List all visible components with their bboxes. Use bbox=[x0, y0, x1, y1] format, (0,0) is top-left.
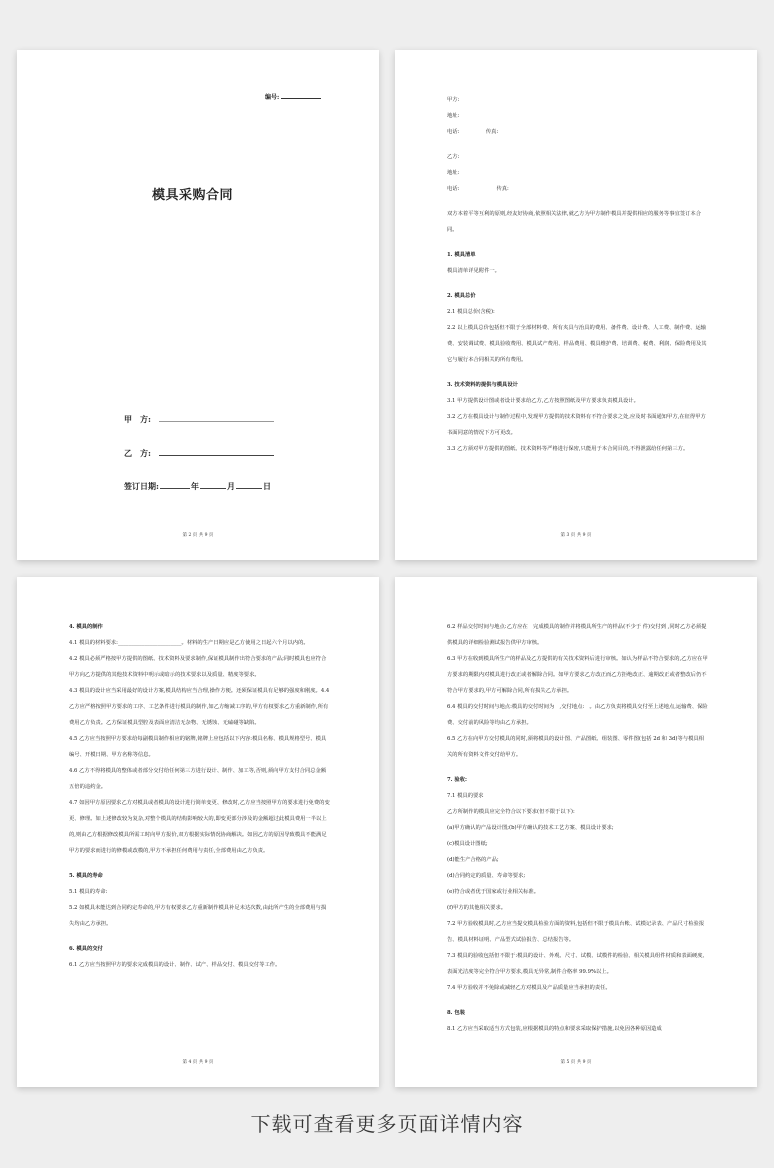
paragraph: 电话: 传真: bbox=[447, 186, 509, 192]
paragraph: (e)符合或者优于国家或行业相关标准。 bbox=[447, 889, 540, 895]
section-heading: 4. 模具的制作 bbox=[69, 624, 103, 630]
paragraph-spacer bbox=[447, 197, 709, 206]
paragraph: 5.1 模具的寿命: bbox=[69, 889, 108, 895]
paragraph: 4.7 如因甲方原因要求乙方对模具或者模具的设计进行简单变更、修改时,乙方应当按照甲方的要求进行免费的变更、修理。如上述修改较为复杂,对整个模具的结构影响较大的,即变更部分涉及的金额超过此模具费用一半以上的,则由乙方根据修改模具所需工时向甲方报价,双方根据实际情况协商解决。如因乙方的原因导致模具不能满足甲方的要求而进行的修模或改模的,甲方不承担任何费用与责任,全部费用由乙方负责。 bbox=[69, 800, 330, 854]
contract-page-3 bbox=[395, 50, 757, 560]
paragraph: 8.1 乙方应当采取适当方式包装,应根据模具的特点和要求采取保护措施,以免因各种原因造成 bbox=[447, 1026, 662, 1032]
section-heading: 7. 验收: bbox=[447, 777, 467, 783]
paragraph: 3.2 乙方在模具设计与制作过程中,发现甲方提供的技术资料有不符合要求之处,应及时书面通知甲方,在征得甲方书面同意的情况下方可更改。 bbox=[447, 414, 706, 436]
paragraph: 4.5 乙方应当按照甲方要求给每副模具制作相应的铭牌,铭牌上应包括以下内容:模具名称、模具规格型号、模具编号、开模日期、甲方名称等信息。 bbox=[69, 736, 327, 758]
sign-date-line bbox=[124, 481, 271, 492]
paragraph: 4.2 模具必须严格按甲方提供的图纸、技术资料及要求制作,保证模具制作出符合要求的产品;同时模具也应符合甲方向乙方提供的其他技术资料中明示或暗示的技术要求以及质量、精度等要求。 bbox=[69, 656, 327, 678]
paragraph: 2.1 模具总价(含税): bbox=[447, 309, 495, 315]
party-b-blank bbox=[159, 455, 274, 456]
section-heading: 1. 模具清单 bbox=[447, 252, 476, 258]
paragraph: 甲方: bbox=[447, 97, 460, 103]
year-blank bbox=[160, 488, 190, 489]
paragraph: 6.2 样品交付时间与地点:乙方应在 完成模具的制作并将模具所生产的样品(不少于 件)交付到 ,同时乙方必须提供模具的详细检验测试报告供甲方审核。 bbox=[447, 624, 707, 646]
paragraph: 地址: bbox=[447, 113, 460, 119]
paragraph: (d)合同约定的质量、寿命等要求; bbox=[447, 873, 526, 879]
paragraph: 4.6 乙方不得将模具的整体或者部分交付给任何第三方进行设计、制作、加工等,否则,须向甲方支付合同总金额五倍的违约金。 bbox=[69, 768, 327, 790]
party-b-label: 乙 方: bbox=[124, 448, 151, 458]
paragraph-spacer bbox=[447, 996, 709, 1005]
paragraph: 7.4 甲方验收并不免除或减轻乙方对模具及产品质量应当承担的责任。 bbox=[447, 985, 611, 991]
paragraph-spacer bbox=[447, 368, 709, 377]
paragraph-spacer bbox=[69, 859, 331, 868]
contract-page-4 bbox=[17, 577, 379, 1087]
paragraph: 地址: bbox=[447, 170, 460, 176]
paragraph: 4.1 模具的材料要求:________________________。材料的生产日期应是乙方使用之日起六个月以内的。 bbox=[69, 640, 309, 646]
contract-number-label: 编号: bbox=[265, 94, 280, 101]
section-heading: 6. 模具的交付 bbox=[69, 946, 103, 952]
month-label: 月 bbox=[226, 481, 235, 491]
paragraph: 3.3 乙方须对甲方提供的图纸、技术资料等严格进行保密,只能用于本合同目的,不得泄露给任何第三方。 bbox=[447, 446, 689, 452]
section-heading: 3. 技术资料的提供与模具设计 bbox=[447, 382, 518, 388]
day-label: 日 bbox=[262, 481, 271, 491]
paragraph: 6.1 乙方应当按照甲方的要求完成模具的设计、制作、试产、样品交付、模具交付等工作。 bbox=[69, 962, 281, 968]
page-number: 第 4 页 共 9 页 bbox=[182, 1060, 214, 1065]
paragraph: 3.1 甲方提供设计图或者设计要求给乙方,乙方按照图纸及甲方要求负责模具设计。 bbox=[447, 398, 639, 404]
paragraph: 7.2 甲方验收模具时,乙方应当提交模具检验方面的资料,包括但不限于模具台帐、试模记录表、产品尺寸检验报告、模具材料证明、产品型式试验报告、总结报告等。 bbox=[447, 921, 705, 943]
party-b-line bbox=[124, 448, 274, 459]
contract-cover-page bbox=[17, 50, 379, 560]
paragraph: 6.3 甲方在收到模具所生产的样品及乙方提供的有关技术资料后进行审核。如认为样品不符合要求的,乙方应在甲方要求的期限内对模具进行改正或者解除合同。如甲方要求乙方改正而乙方拒绝改正、逾期改正或者整改后仍不符合甲方要求的,甲方可解除合同,所有损失乙方承担。 bbox=[447, 656, 708, 694]
paragraph: 5.2 如模具未能达到合同约定寿命的,甲方有权要求乙方重新制作模具补足未达次数,由此所产生的全部费用与损失均由乙方承担。 bbox=[69, 905, 327, 927]
paragraph-spacer bbox=[447, 140, 709, 149]
page-body bbox=[447, 619, 709, 1037]
paragraph: 6.4 模具的交付时间与地点:模具的交付时间为 ,交付地点: 。由乙方负责将模具交付至上述地点,运输费、保险费、交付前的风险等均由乙方承担。 bbox=[447, 704, 708, 726]
contract-number-field bbox=[265, 92, 321, 101]
contract-title: 模具采购合同 bbox=[152, 188, 234, 203]
party-a-label: 甲 方: bbox=[124, 414, 151, 424]
paragraph: (c)模具设计图纸; bbox=[447, 841, 488, 847]
paragraph-spacer bbox=[447, 279, 709, 288]
paragraph: (f)甲方的其他相关要求。 bbox=[447, 905, 507, 911]
page-body bbox=[69, 619, 331, 973]
download-more-caption: 下载可查看更多页面详情内容 bbox=[250, 1112, 524, 1136]
section-heading: 2. 模具总价 bbox=[447, 293, 476, 299]
paragraph: 7.3 模具的验收包括但不限于:模具的设计、外观、尺寸、试模、试模件的检验、相关模具组件材质和表面硬度、表面光洁度等完全符合甲方要求,模具无异常,制件合格率 99.9%以上。 bbox=[447, 953, 708, 975]
section-heading: 5. 模具的寿命 bbox=[69, 873, 103, 879]
paragraph: 2.2 以上模具总价包括但不限于全部材料费、所有夹具与治具的费用、备件费、设计费、人工费、制作费、运输费、安装调试费、模具验收费用、模具试产费用、样品费用、模具维护费、培训费、税费、利润、保险费用及其它与履行本合同相关的所有费用。 bbox=[447, 325, 707, 363]
paragraph: (a)甲方确认的产品设计图;(b)甲方确认的技术工艺方案、模具设计要求; bbox=[447, 825, 614, 831]
year-label: 年 bbox=[190, 481, 199, 491]
paragraph: 模具清单详见附件一。 bbox=[447, 268, 500, 274]
page-number: 第 2 页 共 9 页 bbox=[182, 533, 214, 538]
paragraph: 电话: 传真: bbox=[447, 129, 499, 135]
paragraph: 乙方: bbox=[447, 154, 460, 160]
paragraph: 7.1 模具的要求 bbox=[447, 793, 484, 799]
month-blank bbox=[200, 488, 226, 489]
day-blank bbox=[236, 488, 262, 489]
paragraph: 乙方所制作的模具应完全符合以下要求(但不限于以下): bbox=[447, 809, 575, 815]
party-a-blank bbox=[159, 421, 274, 422]
sign-date-label: 签订日期: bbox=[124, 481, 159, 491]
paragraph-spacer bbox=[447, 763, 709, 772]
contract-page-5 bbox=[395, 577, 757, 1087]
paragraph: 6.5 乙方在向甲方交付模具的同时,须将模具的设计图、产品图纸、组装图、零件图(包括 2d 和 3d)等与模具相关的所有资料文件交付给甲方。 bbox=[447, 736, 704, 758]
contract-number-blank bbox=[281, 98, 321, 99]
section-heading: 8. 包装 bbox=[447, 1010, 465, 1016]
paragraph-spacer bbox=[447, 238, 709, 247]
paragraph: 双方本着平等互利的原则,经友好协商,依照相关法律,就乙方为甲方制作模具并提供相应的服务等事宜签订本合同。 bbox=[447, 211, 702, 233]
paragraph: (d)能生产合格的产品; bbox=[447, 857, 499, 863]
page-number: 第 5 页 共 9 页 bbox=[560, 1060, 592, 1065]
paragraph: 4.3 模具的设计应当采用最好的设计方案,模具结构应当合理,操作方便。还须保证模具有足够的强度和刚度。4.4 乙方应严格按照甲方要求的工序、工艺条件进行模具的制作,如乙方缩减工序的,甲方有权要求乙方重新制作,所有费用乙方负责。乙方保证模具型腔及表面应清洁无杂物、无锈蚀、无磕碰等缺陷。 bbox=[69, 688, 330, 726]
page-body bbox=[447, 92, 709, 457]
paragraph-spacer bbox=[69, 932, 331, 941]
page-number: 第 3 页 共 9 页 bbox=[560, 533, 592, 538]
party-a-line bbox=[124, 414, 274, 425]
